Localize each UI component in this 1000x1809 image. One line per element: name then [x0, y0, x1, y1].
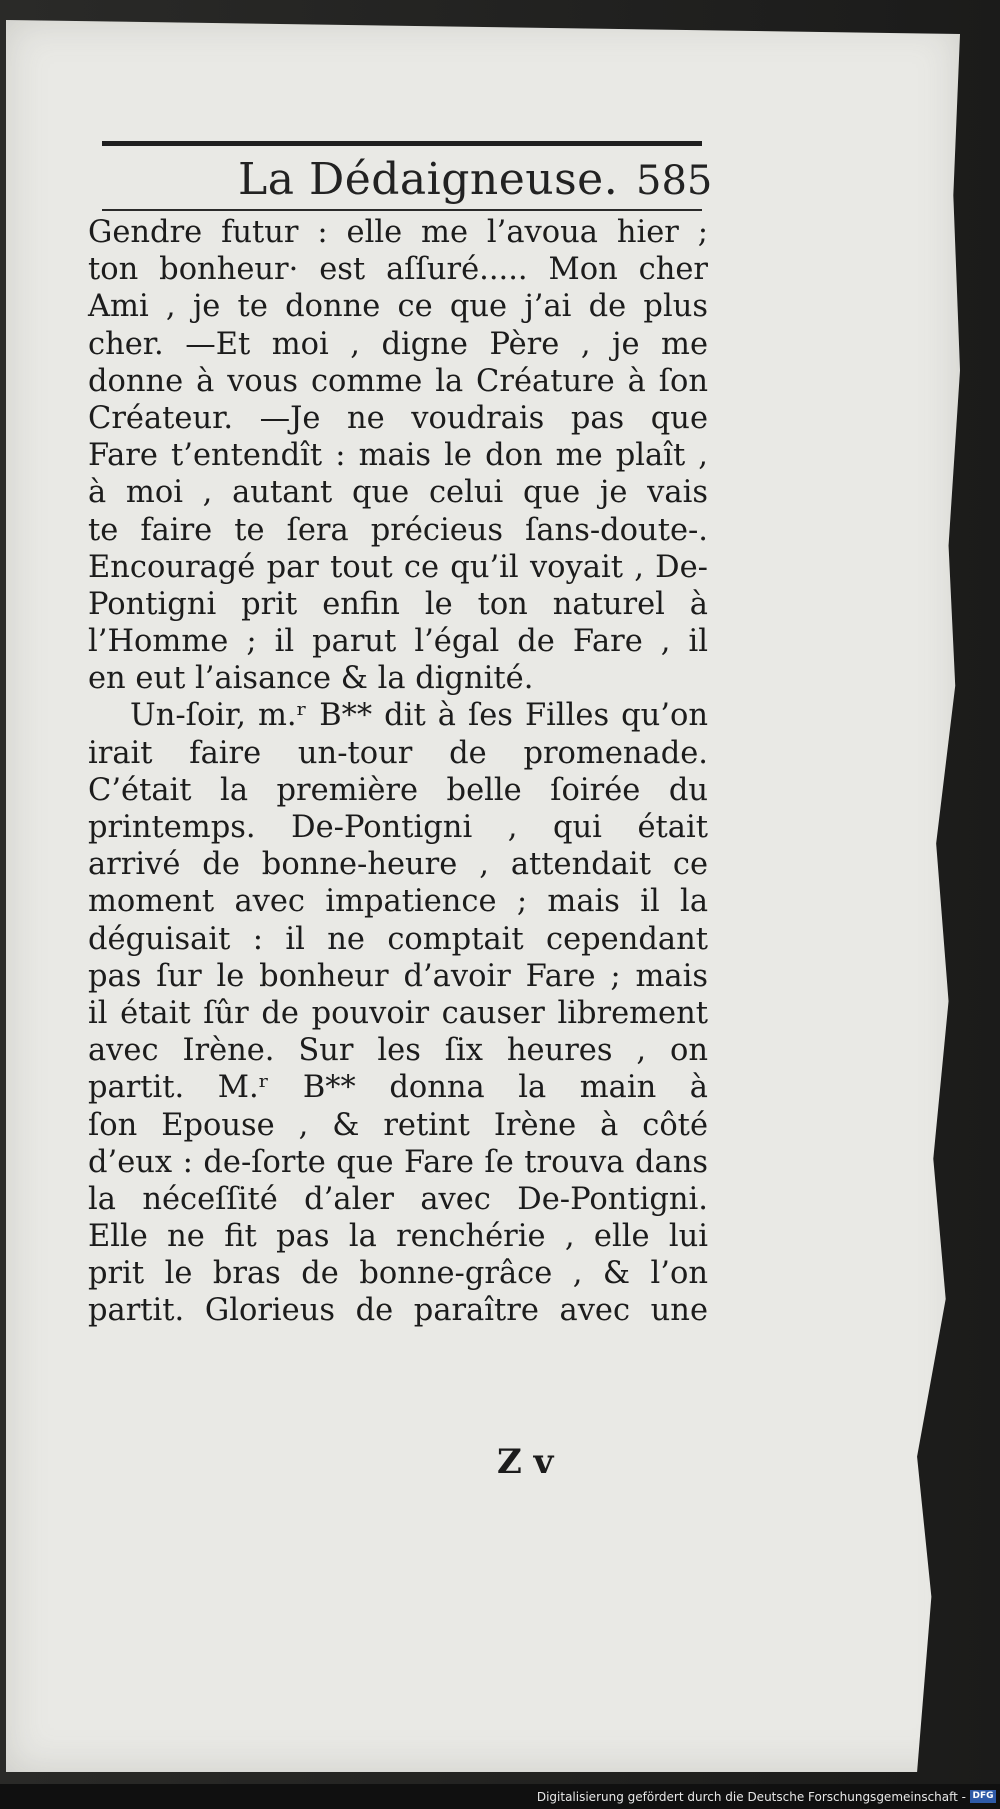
- text-line: déguisait : il ne comptait cependant: [88, 921, 708, 957]
- signature-mark: Z v: [497, 1442, 554, 1482]
- text-line: ſon Epouse , & retint Irène à côté: [88, 1107, 708, 1143]
- text-line: il était ſûr de pouvoir causer librement: [88, 995, 708, 1031]
- running-title: La Dédaigneuse.: [238, 154, 619, 205]
- text-line: la néceſſité d’aler avec De-Pontigni.: [88, 1181, 708, 1217]
- text-line: ton bonheur· est aſſuré..... Mon cher: [88, 252, 708, 288]
- text-line: cher. —Et moi , digne Père , je me: [88, 326, 708, 362]
- text-line: l’Homme ; il parut l’égal de Fare , il: [88, 624, 708, 660]
- text-line: avec Irène. Sur les ſix heures , on: [88, 1033, 708, 1069]
- paragraph-start-line: Un-ſoir, m.ʳ B** dit à ſes Filles qu’on: [130, 698, 708, 734]
- header-rule-top: [102, 141, 702, 146]
- text-line: Elle ne fit pas la renchérie , elle lui: [88, 1219, 708, 1255]
- header-rule-bottom: [102, 209, 702, 211]
- text-line: Encouragé par tout ce qu’il voyait , De-: [88, 549, 708, 585]
- text-line: arrivé de bonne-heure , attendait ce: [88, 847, 708, 883]
- text-line: donne à vous comme la Créature à ſon: [88, 363, 708, 399]
- text-line: d’eux : de-ſorte que Fare ſe trouva dans: [88, 1144, 708, 1180]
- text-line: Créateur. —Je ne voudrais pas que: [88, 400, 708, 436]
- text-line: Fare t’entendît : mais le don me plaît ,: [88, 438, 708, 474]
- footer-credit: Digitalisierung gefördert durch die Deutsche Forschungsgemeinschaft -: [536, 1790, 966, 1804]
- body-text: [88, 214, 708, 1330]
- text-line: partit. M.ʳ B** donna la main à: [88, 1070, 708, 1106]
- text-line: à moi , autant que celui que je vais: [88, 475, 708, 511]
- text-line: irait faire un-tour de promenade.: [88, 735, 708, 771]
- paragraph-end-line: en eut l’aisance & la dignité.: [88, 661, 534, 697]
- text-line: prit le bras de bonne-grâce , & l’on: [88, 1256, 708, 1292]
- page-number: 585: [636, 158, 713, 204]
- dfg-logo-icon: DFG: [970, 1790, 996, 1803]
- text-line: moment avec impatience ; mais il la: [88, 884, 708, 920]
- text-line: Pontigni prit enfin le ton naturel à: [88, 586, 708, 622]
- text-line: te faire te ſera précieus ſans-doute-.: [88, 512, 708, 548]
- text-line: printemps. De-Pontigni , qui était: [88, 810, 708, 845]
- text-line: pas ſur le bonheur d’avoir Fare ; mais: [88, 958, 708, 994]
- text-line: Gendre futur : elle me l’avoua hier ;: [88, 215, 708, 250]
- text-line: C’était la première belle ſoirée du: [88, 772, 708, 808]
- text-line: partit. Glorieus de paraître avec une: [88, 1293, 708, 1329]
- text-line: Ami , je te donne ce que j’ai de plus: [88, 289, 708, 325]
